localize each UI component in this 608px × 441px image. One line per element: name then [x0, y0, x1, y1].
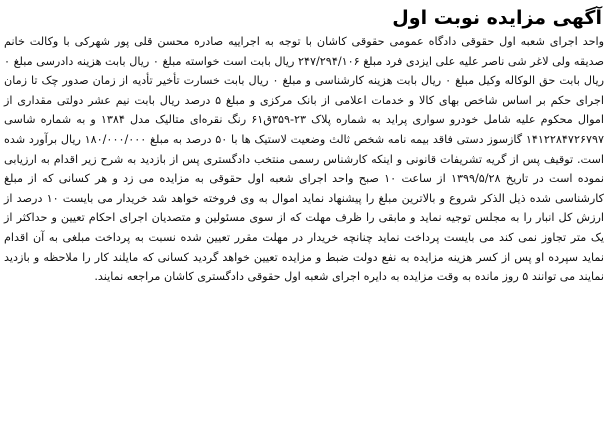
notice-body: واحد اجرای شعبه اول حقوقی دادگاه عمومی حقوقی کاشان با توجه به اجراییه صادره محسن قلی پور شهرکی با وکالت خانم صدیقه ولی لاغر شی ناصر علیه علی ایزدی فرد مبلغ ۲۴۷/۲۹۴/۱۰۶ ریال بابت است خواسته مبلغ ۰ ریال بابت هزینه دادرسی مبلغ ۰ ریال بابت حق الوکاله وکیل مبلغ ۰ ریال بابت هزینه کارشناسی و مبلغ ۰ ریال بابت خسارت تأخیر تأدیه از زمان صدور چک تا زمان اجرای حکم بر اساس شاخص بهای کالا و خدمات اعلامی از بانک مرکزی و مبلغ ۵ درصد ریال بابت نیم عشر دولتی مقداری از اموال محکوم علیه شامل خودرو سواری پراید به شماره پلاک ۲۳-۳۵۹ق۶۱ رنگ نقره‌ای متالیک مدل ۱۳۸۴ و به شماره شاسی ۱۴۱۲۲۸۴۷۲۶۷۹۷ گازسوز دستی فاقد بیمه نامه شخص ثالث وضعیت لاستیک ها با ۵۰ درصد به مبلغ ۱۸۰/۰۰۰/۰۰۰ ریال برآورد شده است. توقیف پس از گریه تشریفات قانونی و اینکه کارشناس رسمی منتخب دادگستری پس از بازدید به شرح زیر اقدام به ارزیابی نموده است در تاریخ ۱۳۹۹/۵/۲۸ از ساعت ۱۰ صبح واحد اجرای شعبه اول حقوقی به مزایده می زد و هر کسانی که از مبلغ کارشناسی شده ذیل الذکر شروع و بالاترین مبلغ را پیشنهاد نماید اموال به وی فروخته خواهد شد خریدار می بایست ۱۰ درصد از ارزش کل انبار را به مجلس توجیه نماید و مابقی را ظرف مهلت که از سوی مسئولین و متصدیان اجرای احکام تعیین و حداکثر از یک متر تجاوز نمی کند می بایست پرداخت نماید چنانچه خریدار در مهلت مقرر تعیین شده نسبت به پرداخت مبلغی به آن اقدام نماید سپرده او پس از کسر هزینه مزایده به نفع دولت ضبط و مزایده تعیین خواهد گردید کسانی که مایلند کار را ملاحظه و بازدید نمایند می توانند ۵ روز مانده به وقت مزایده به دایره اجرای شعبه اول حقوقی دادگستری کاشان مراجعه نمایند.: [4, 35, 605, 284]
notice-title: آگهی مزایده نوبت اول: [392, 7, 602, 29]
